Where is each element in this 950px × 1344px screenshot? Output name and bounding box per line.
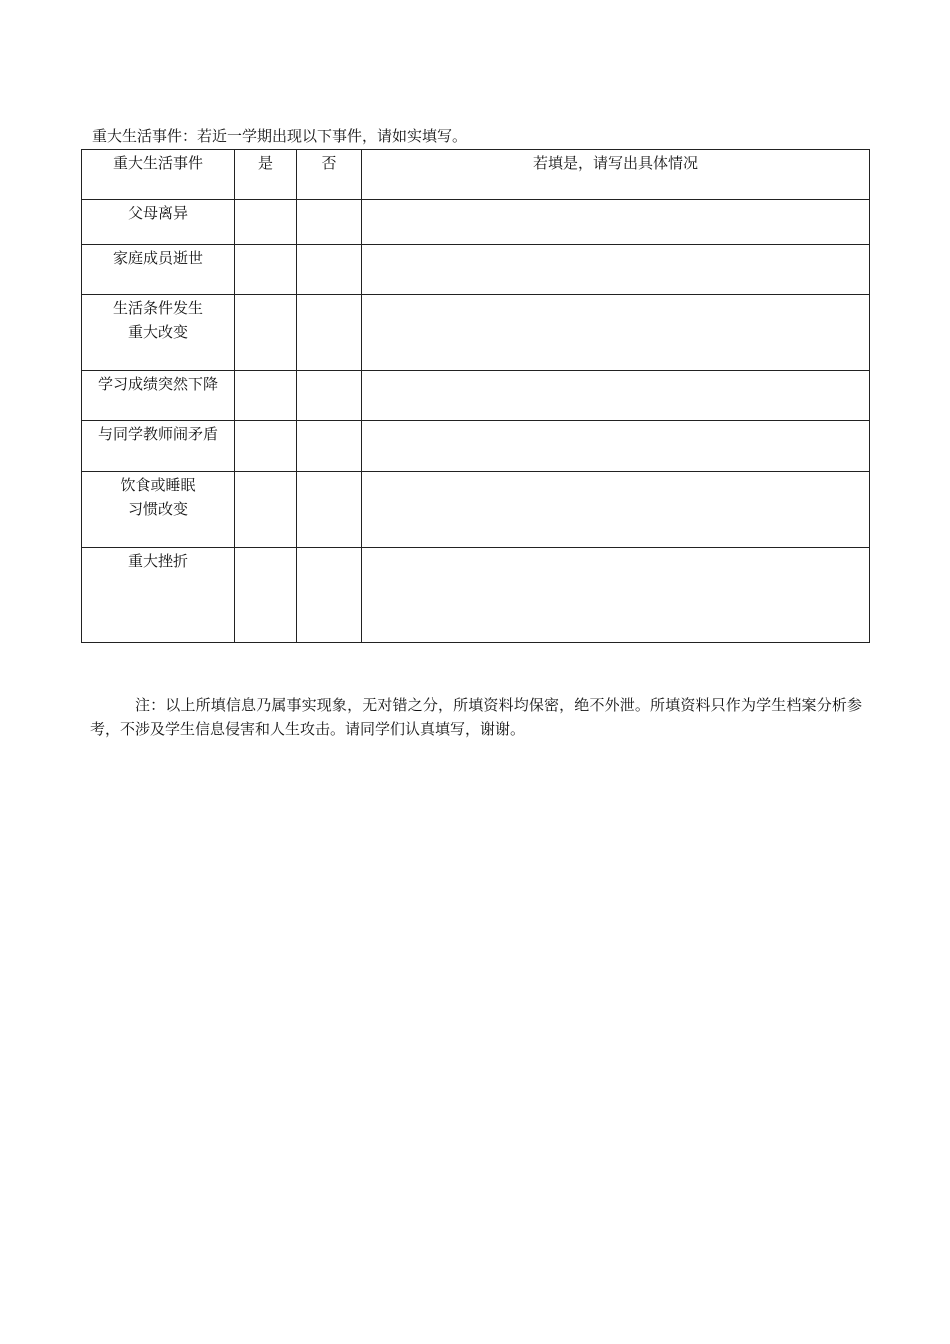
yes-cell[interactable] [235,200,297,245]
header-yes: 是 [235,150,297,200]
yes-cell[interactable] [235,245,297,295]
event-label: 家庭成员逝世 [82,245,235,295]
table-row [82,472,870,548]
event-label: 父母离异 [82,200,235,245]
details-cell[interactable] [362,245,870,295]
details-cell[interactable] [362,295,870,371]
yes-cell[interactable] [235,472,297,548]
event-label: 饮食或睡眠 习惯改变 [82,472,235,548]
no-cell[interactable] [297,548,362,643]
no-cell[interactable] [297,295,362,371]
event-label: 与同学教师闹矛盾 [82,421,235,472]
table-header-row [82,150,870,200]
table-row [82,421,870,472]
header-event: 重大生活事件 [82,150,235,200]
table-row [82,245,870,295]
yes-cell[interactable] [235,421,297,472]
event-label: 学习成绩突然下降 [82,371,235,421]
header-details: 若填是，请写出具体情况 [362,150,870,200]
header-no: 否 [297,150,362,200]
details-cell[interactable] [362,421,870,472]
confidentiality-note: 注：以上所填信息乃属事实现象，无对错之分，所填资料均保密，绝不外泄。所填资料只作为学生档案分析参考，不涉及学生信息侵害和人生攻击。请同学们认真填写，谢谢。 [90,696,862,738]
event-label: 重大挫折 [82,548,235,643]
no-cell[interactable] [297,371,362,421]
table-row [82,295,870,371]
yes-cell[interactable] [235,548,297,643]
section-intro: 重大生活事件：若近一学期出现以下事件，请如实填写。 [92,127,468,145]
no-cell[interactable] [297,472,362,548]
details-cell[interactable] [362,472,870,548]
details-cell[interactable] [362,548,870,643]
no-cell[interactable] [297,421,362,472]
table-row [82,548,870,643]
table-row [82,371,870,421]
yes-cell[interactable] [235,371,297,421]
life-events-table [81,149,870,643]
details-cell[interactable] [362,200,870,245]
table-row [82,200,870,245]
yes-cell[interactable] [235,295,297,371]
no-cell[interactable] [297,245,362,295]
no-cell[interactable] [297,200,362,245]
details-cell[interactable] [362,371,870,421]
event-label: 生活条件发生 重大改变 [82,295,235,371]
